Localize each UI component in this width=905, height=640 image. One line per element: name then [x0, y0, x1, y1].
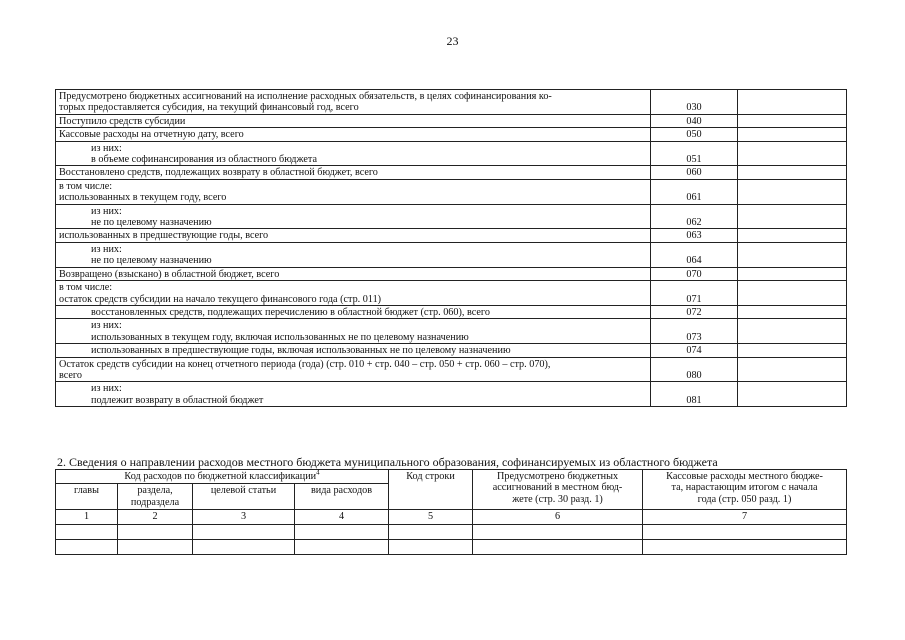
row-label-line: использованных в текущем году, включая использованных не по целевому назначению	[91, 331, 469, 343]
table-row	[56, 166, 847, 179]
row-label-line: из них:	[91, 205, 122, 217]
row-label	[56, 382, 651, 407]
row-label	[56, 242, 651, 267]
row-label	[56, 128, 651, 141]
row-code: 050	[651, 128, 738, 141]
data-cell	[118, 524, 193, 539]
row-label-line: подлежит возврату в областной бюджет	[91, 394, 264, 406]
table-row	[56, 90, 847, 115]
row-label-line: Восстановлено средств, подлежащих возврату в областной бюджет, всего	[59, 167, 378, 179]
data-cell	[643, 524, 847, 539]
row-value	[738, 382, 847, 407]
table-row	[56, 382, 847, 407]
cash-expenses-header: Кассовые расходы местного бюдже- та, нарастающим итогом с начала года (стр. 050 разд. 1)	[643, 470, 847, 510]
row-label	[56, 229, 651, 242]
table-row	[56, 242, 847, 267]
row-label-line: всего	[59, 369, 82, 381]
row-label-line: восстановленных средств, подлежащих перечислению в областной бюджет (стр. 060), всего	[91, 306, 490, 318]
row-code: 061	[651, 179, 738, 204]
row-label	[56, 319, 651, 344]
row-label-line: в том числе:	[59, 180, 113, 192]
row-label	[56, 267, 651, 280]
data-cell	[193, 524, 295, 539]
row-code: 062	[651, 204, 738, 229]
table-row	[56, 141, 847, 166]
page-number: 23	[446, 34, 459, 48]
data-cell	[56, 539, 118, 554]
row-value	[738, 305, 847, 318]
row-code: 063	[651, 229, 738, 242]
table-row	[56, 305, 847, 318]
row-code: 081	[651, 382, 738, 407]
row-code: 051	[651, 141, 738, 166]
footnote-mark: 4	[316, 468, 320, 477]
table-row	[56, 281, 847, 306]
row-label-line: торых предоставляется субсидия, на текущий финансовый год, всего	[59, 102, 359, 114]
row-label-line: из них:	[91, 320, 122, 332]
row-label	[56, 357, 651, 382]
row-label-line: использованных в предшествующие годы, включая использованных не по целевому назначению	[91, 345, 511, 357]
data-cell	[193, 539, 295, 554]
row-label-line: Поступило средств субсидии	[59, 115, 186, 127]
row-label	[56, 114, 651, 127]
row-code: 070	[651, 267, 738, 280]
row-value	[738, 128, 847, 141]
data-cell	[389, 539, 473, 554]
data-cell	[56, 524, 118, 539]
row-value	[738, 204, 847, 229]
row-label-line: Возвращено (взыскано) в областной бюджет, всего	[59, 268, 280, 280]
row-value	[738, 267, 847, 280]
col-number: 1	[56, 510, 118, 524]
row-label	[56, 141, 651, 166]
row-label-line: использованных в текущем году, всего	[59, 192, 227, 204]
expense-direction-table	[55, 469, 847, 555]
row-label	[56, 90, 651, 115]
row-label-line: не по целевому назначению	[91, 255, 212, 267]
data-cell	[473, 539, 643, 554]
row-value	[738, 114, 847, 127]
col-number: 2	[118, 510, 193, 524]
row-label-line: в том числе:	[59, 282, 113, 294]
data-cell	[389, 524, 473, 539]
data-cell	[118, 539, 193, 554]
row-value	[738, 141, 847, 166]
table-row	[56, 267, 847, 280]
table-row	[56, 204, 847, 229]
row-value	[738, 242, 847, 267]
row-code: 060	[651, 166, 738, 179]
row-label	[56, 344, 651, 357]
table-row	[56, 114, 847, 127]
planned-header: Предусмотрено бюджетных ассигнований в местном бюд- жете (стр. 30 разд. 1)	[473, 470, 643, 510]
target-article-header: целевой статьи	[193, 484, 295, 510]
row-label-line: остаток средств субсидии на начало текущего финансового года (стр. 011)	[59, 293, 382, 305]
chapter-header: главы	[56, 484, 118, 510]
col-number: 3	[193, 510, 295, 524]
expense-type-header: вида расходов	[295, 484, 389, 510]
row-label-line: не по целевому назначению	[91, 217, 212, 229]
data-cell	[295, 539, 389, 554]
row-value	[738, 281, 847, 306]
row-label-line: из них:	[91, 383, 122, 395]
row-value	[738, 90, 847, 115]
row-label	[56, 179, 651, 204]
col-number: 5	[389, 510, 473, 524]
data-cell	[295, 524, 389, 539]
row-label	[56, 166, 651, 179]
table-row	[56, 357, 847, 382]
row-label-line: Кассовые расходы на отчетную дату, всего	[59, 129, 244, 141]
row-label-line: из них:	[91, 142, 122, 154]
col-number: 7	[643, 510, 847, 524]
row-code: 080	[651, 357, 738, 382]
row-code: 073	[651, 319, 738, 344]
row-code: 064	[651, 242, 738, 267]
section-2-title: 2. Сведения о направлении расходов местного бюджета муниципального образования, софинансируемых из областного бюджета	[57, 455, 718, 469]
row-label	[56, 281, 651, 306]
row-value	[738, 229, 847, 242]
row-code: 072	[651, 305, 738, 318]
row-code: 040	[651, 114, 738, 127]
budget-code-header: Код расходов по бюджетной классификации$^4$	[56, 470, 389, 484]
row-value	[738, 179, 847, 204]
row-label-line: использованных в предшествующие годы, всего	[59, 230, 269, 242]
row-label	[56, 204, 651, 229]
row-label-line: Остаток средств субсидии на конец отчетного периода (года) (стр. 010 + стр. 040 – стр. 050 + стр. 060 – стр. 070),	[59, 358, 551, 370]
row-label-line: Предусмотрено бюджетных ассигнований на исполнение расходных обязательств, в целях софинансирования ко-	[59, 91, 552, 102]
empty-row	[56, 539, 847, 554]
row-code: 030	[651, 90, 738, 115]
row-value	[738, 344, 847, 357]
row-label-line: в объеме софинансирования из областного бюджета	[91, 154, 317, 166]
data-cell	[643, 539, 847, 554]
row-value	[738, 357, 847, 382]
table-row	[56, 179, 847, 204]
data-cell	[473, 524, 643, 539]
empty-row	[56, 524, 847, 539]
row-code: 071	[651, 281, 738, 306]
col-number: 4	[295, 510, 389, 524]
table-row	[56, 128, 847, 141]
table-row	[56, 319, 847, 344]
row-label	[56, 305, 651, 318]
col-number: 6	[473, 510, 643, 524]
row-label-line: из них:	[91, 243, 122, 255]
table-row	[56, 344, 847, 357]
section-header: раздела, подраздела	[118, 484, 193, 510]
table-row	[56, 229, 847, 242]
row-code-header: Код строки	[389, 470, 473, 510]
row-value	[738, 166, 847, 179]
subsidy-report-table	[55, 89, 847, 407]
row-code: 074	[651, 344, 738, 357]
row-value	[738, 319, 847, 344]
